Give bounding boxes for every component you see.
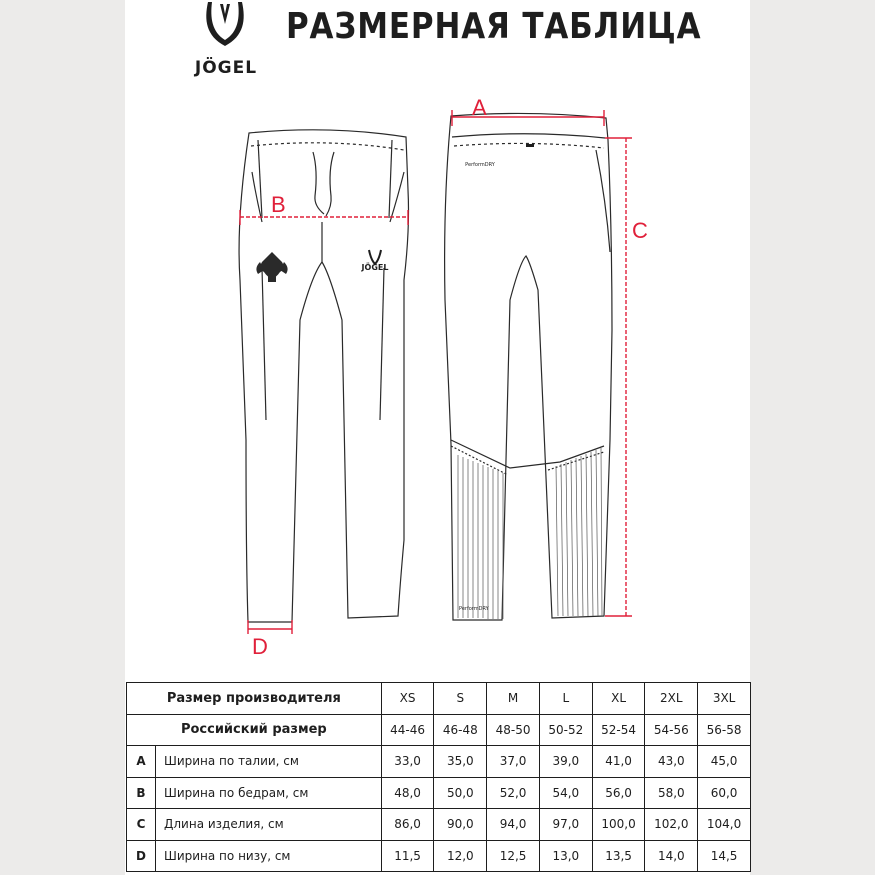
- value-cell: 104,0: [698, 809, 751, 841]
- value-cell: 12,5: [487, 840, 540, 872]
- value-cell: 102,0: [645, 809, 698, 841]
- back-tag-text: PerformDRY: [465, 162, 495, 168]
- value-cell: 39,0: [539, 746, 592, 778]
- size-cell: XL: [592, 683, 645, 715]
- russian-size-cell: 46-48: [434, 714, 487, 746]
- page-title: РАЗМЕРНАЯ ТАБЛИЦА: [286, 6, 702, 47]
- value-cell: 90,0: [434, 809, 487, 841]
- value-cell: 43,0: [645, 746, 698, 778]
- value-cell: 52,0: [487, 777, 540, 809]
- size-cell: 3XL: [698, 683, 751, 715]
- table-row: [127, 777, 751, 809]
- value-cell: 37,0: [487, 746, 540, 778]
- table-row-sizes: [127, 683, 751, 715]
- size-table: [126, 682, 751, 872]
- value-cell: 13,0: [539, 840, 592, 872]
- value-cell: 54,0: [539, 777, 592, 809]
- value-cell: 48,0: [381, 777, 434, 809]
- dim-label-a: A: [472, 95, 487, 120]
- row-name: Ширина по бедрам, см: [156, 777, 382, 809]
- russian-size-cell: 50-52: [539, 714, 592, 746]
- value-cell: 12,0: [434, 840, 487, 872]
- row-letter: C: [127, 809, 156, 841]
- value-cell: 33,0: [381, 746, 434, 778]
- value-cell: 56,0: [592, 777, 645, 809]
- value-cell: 13,5: [592, 840, 645, 872]
- table-row: [127, 746, 751, 778]
- size-cell: 2XL: [645, 683, 698, 715]
- dim-label-b: B: [271, 192, 286, 217]
- size-cell: L: [539, 683, 592, 715]
- russian-size-cell: 52-54: [592, 714, 645, 746]
- table-row: [127, 840, 751, 872]
- eagle-emblem-icon: [256, 252, 287, 282]
- row-letter: B: [127, 777, 156, 809]
- value-cell: 35,0: [434, 746, 487, 778]
- back-hem-tag-text: PerformDRY: [459, 606, 489, 612]
- value-cell: 45,0: [698, 746, 751, 778]
- value-cell: 14,5: [698, 840, 751, 872]
- dim-label-c: C: [632, 218, 648, 243]
- value-cell: 14,0: [645, 840, 698, 872]
- size-cell: M: [487, 683, 540, 715]
- size-cell: S: [434, 683, 487, 715]
- russian-size-cell: 54-56: [645, 714, 698, 746]
- row-name: Ширина по талии, см: [156, 746, 382, 778]
- value-cell: 97,0: [539, 809, 592, 841]
- row-name: Длина изделия, см: [156, 809, 382, 841]
- russian-size-cell: 44-46: [381, 714, 434, 746]
- front-logo-text: JÖGEL: [361, 263, 389, 272]
- row-letter: A: [127, 746, 156, 778]
- brand-name: JÖGEL: [194, 58, 258, 78]
- russian-label: Российский размер: [127, 714, 382, 746]
- value-cell: 86,0: [381, 809, 434, 841]
- value-cell: 11,5: [381, 840, 434, 872]
- value-cell: 58,0: [645, 777, 698, 809]
- table-row-russian: [127, 714, 751, 746]
- value-cell: 50,0: [434, 777, 487, 809]
- row-name: Ширина по низу, см: [156, 840, 382, 872]
- value-cell: 60,0: [698, 777, 751, 809]
- row-letter: D: [127, 840, 156, 872]
- value-cell: 100,0: [592, 809, 645, 841]
- value-cell: 94,0: [487, 809, 540, 841]
- russian-size-cell: 56-58: [698, 714, 751, 746]
- header-label: Размер производителя: [127, 683, 382, 715]
- table-row: [127, 809, 751, 841]
- size-cell: XS: [381, 683, 434, 715]
- dim-label-d: D: [252, 634, 268, 659]
- value-cell: 41,0: [592, 746, 645, 778]
- russian-size-cell: 48-50: [487, 714, 540, 746]
